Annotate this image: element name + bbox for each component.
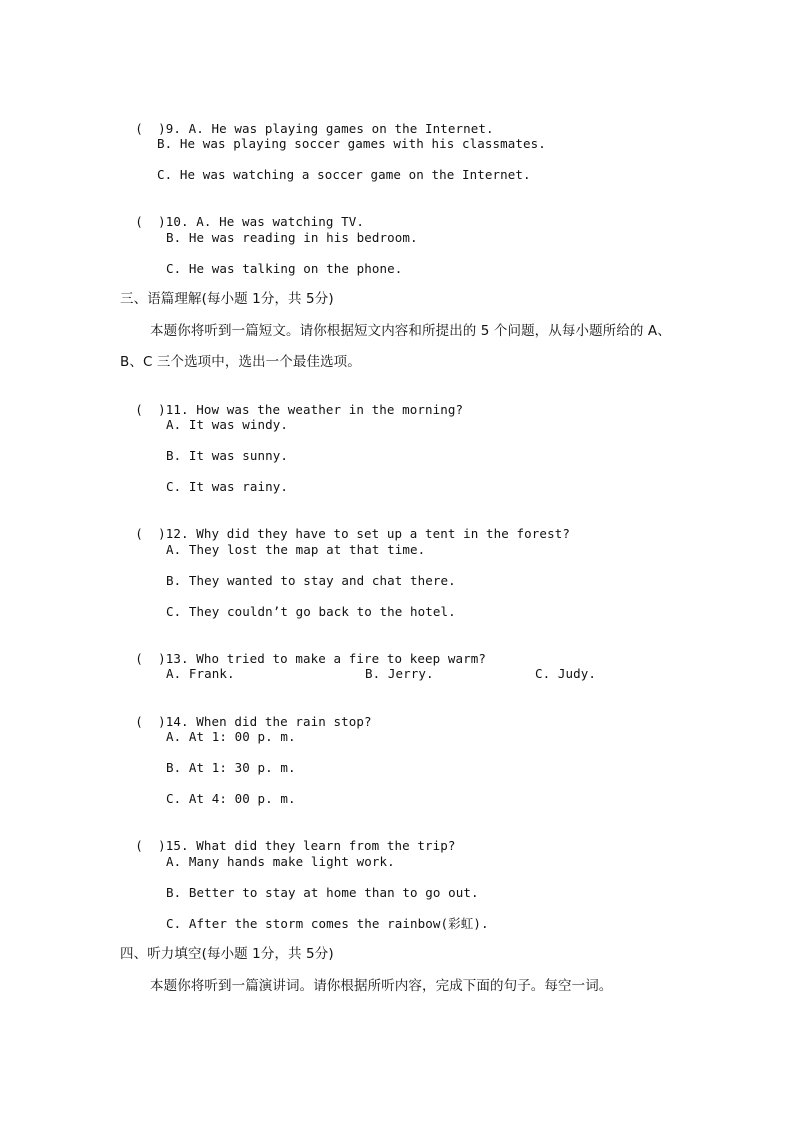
section3-heading: 三、语篇理解(每小题 1分，共 5分) (120, 291, 334, 307)
question-stem: 13. Who tried to make a fire to keep warm? (165, 651, 487, 666)
question-12 (120, 510, 570, 542)
question-13 (120, 635, 486, 667)
question-stem: 15. What did they learn from the trip? (165, 838, 456, 853)
option-11a: A. It was windy. (166, 417, 289, 432)
option-10b: B. He was reading in his bedroom. (166, 230, 418, 245)
answer-paren[interactable]: ( ) (135, 714, 166, 729)
answer-paren[interactable]: ( ) (135, 526, 166, 541)
question-11 (120, 386, 463, 418)
answer-paren[interactable]: ( ) (135, 121, 166, 136)
answer-paren[interactable]: ( ) (135, 838, 166, 853)
option-11b: B. It was sunny. (166, 448, 289, 463)
option-14c: C. At 4: 00 p. m. (166, 791, 296, 806)
option-9b: B. He was playing soccer games with his classmates. (157, 136, 546, 151)
question-stem: 14. When did the rain stop? (165, 714, 372, 729)
question-10 (120, 198, 364, 230)
option-9c: C. He was watching a soccer game on the Internet. (157, 167, 531, 182)
option-13b: B. Jerry. (365, 666, 434, 681)
question-stem: 12. Why did they have to set up a tent in the forest? (165, 526, 570, 541)
option-15c: C. After the storm comes the rainbow(彩虹). (166, 916, 489, 931)
option-12c: C. They couldn’t go back to the hotel. (166, 604, 456, 619)
option-14a: A. At 1: 00 p. m. (166, 729, 296, 744)
option-11c: C. It was rainy. (166, 479, 289, 494)
option-15a: A. Many hands make light work. (166, 854, 395, 869)
question-stem: 11. How was the weather in the morning? (165, 402, 464, 417)
question-14 (120, 698, 372, 730)
option-15b: B. Better to stay at home than to go out. (166, 885, 479, 900)
section4-heading: 四、听力填空(每小题 1分，共 5分) (120, 946, 334, 962)
question-stem: 9. A. He was playing games on the Internet. (165, 121, 494, 136)
option-10c: C. He was talking on the phone. (166, 261, 403, 276)
section3-intro-line1: 本题你将听到一篇短文。请你根据短文内容和所提出的 5 个问题，从每小题所给的 A、 (150, 323, 671, 339)
option-12a: A. They lost the map at that time. (166, 542, 426, 557)
answer-paren[interactable]: ( ) (135, 651, 166, 666)
question-stem: 10. A. He was watching TV. (165, 214, 365, 229)
question-15 (120, 822, 456, 854)
answer-paren[interactable]: ( ) (135, 402, 166, 417)
option-14b: B. At 1: 30 p. m. (166, 760, 296, 775)
option-12b: B. They wanted to stay and chat there. (166, 573, 456, 588)
section4-intro: 本题你将听到一篇演讲词。请你根据所听内容，完成下面的句子。每空一词。 (150, 978, 613, 994)
answer-paren[interactable]: ( ) (135, 214, 166, 229)
question-9 (120, 105, 494, 137)
option-13a: A. Frank. (166, 666, 235, 681)
section3-intro-line2: B、C 三个选项中，选出一个最佳选项。 (120, 354, 361, 370)
option-13c: C. Judy. (535, 666, 597, 681)
